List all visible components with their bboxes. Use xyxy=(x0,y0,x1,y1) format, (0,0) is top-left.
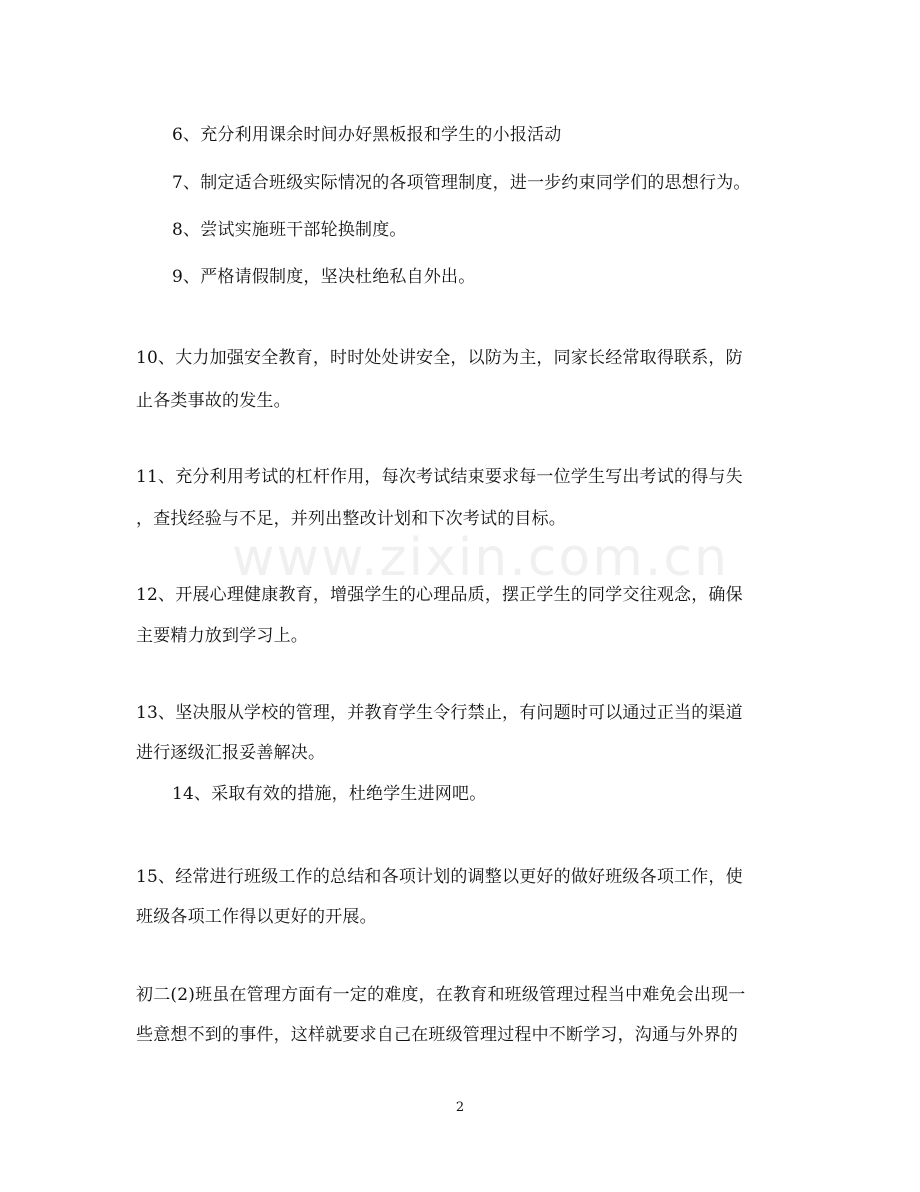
paragraph-item-9: 9、严格请假制度，坚决杜绝私自外出。 xyxy=(172,267,476,287)
closing-paragraph-line-2: 些意想不到的事件，这样就要求自己在班级管理过程中不断学习，沟通与外界的 xyxy=(136,1025,738,1045)
paragraph-item-7: 7、制定适合班级实际情况的各项管理制度，进一步约束同学们的思想行为。 xyxy=(172,173,751,193)
paragraph-item-11-line-1: 11、充分利用考试的杠杆作用，每次考试结束要求每一位学生写出考试的得与失 xyxy=(136,467,743,487)
watermark: www.zixin.com.cn xyxy=(232,528,729,588)
paragraph-item-8: 8、尝试实施班干部轮换制度。 xyxy=(172,220,407,240)
paragraph-item-13-line-1: 13、坚决服从学校的管理，并教育学生令行禁止，有问题时可以通过正当的渠道 xyxy=(136,703,743,723)
paragraph-item-10-line-1: 10、大力加强安全教育，时时处处讲安全，以防为主，同家长经常取得联系，防 xyxy=(136,348,743,368)
paragraph-item-12-line-2: 主要精力放到学习上。 xyxy=(136,626,308,646)
paragraph-item-14: 14、采取有效的措施，杜绝学生进网吧。 xyxy=(172,784,487,804)
paragraph-item-6: 6、充分利用课余时间办好黑板报和学生的小报活动 xyxy=(172,125,562,145)
paragraph-item-15-line-2: 班级各项工作得以更好的开展。 xyxy=(136,907,377,927)
paragraph-item-11-line-2: ，查找经验与不足，并列出整改计划和下次考试的目标。 xyxy=(136,509,566,529)
paragraph-item-15-line-1: 15、经常进行班级工作的总结和各项计划的调整以更好的做好班级各项工作，使 xyxy=(136,867,743,887)
paragraph-item-13-line-2: 进行逐级汇报妥善解决。 xyxy=(136,743,326,763)
paragraph-item-10-line-2: 止各类事故的发生。 xyxy=(136,391,291,411)
page-number: 2 xyxy=(455,1100,465,1115)
paragraph-item-12-line-1: 12、开展心理健康教育，增强学生的心理品质，摆正学生的同学交往观念，确保 xyxy=(136,585,743,605)
closing-paragraph-line-1: 初二(2)班虽在管理方面有一定的难度，在教育和班级管理过程当中难免会出现一 xyxy=(136,985,746,1005)
